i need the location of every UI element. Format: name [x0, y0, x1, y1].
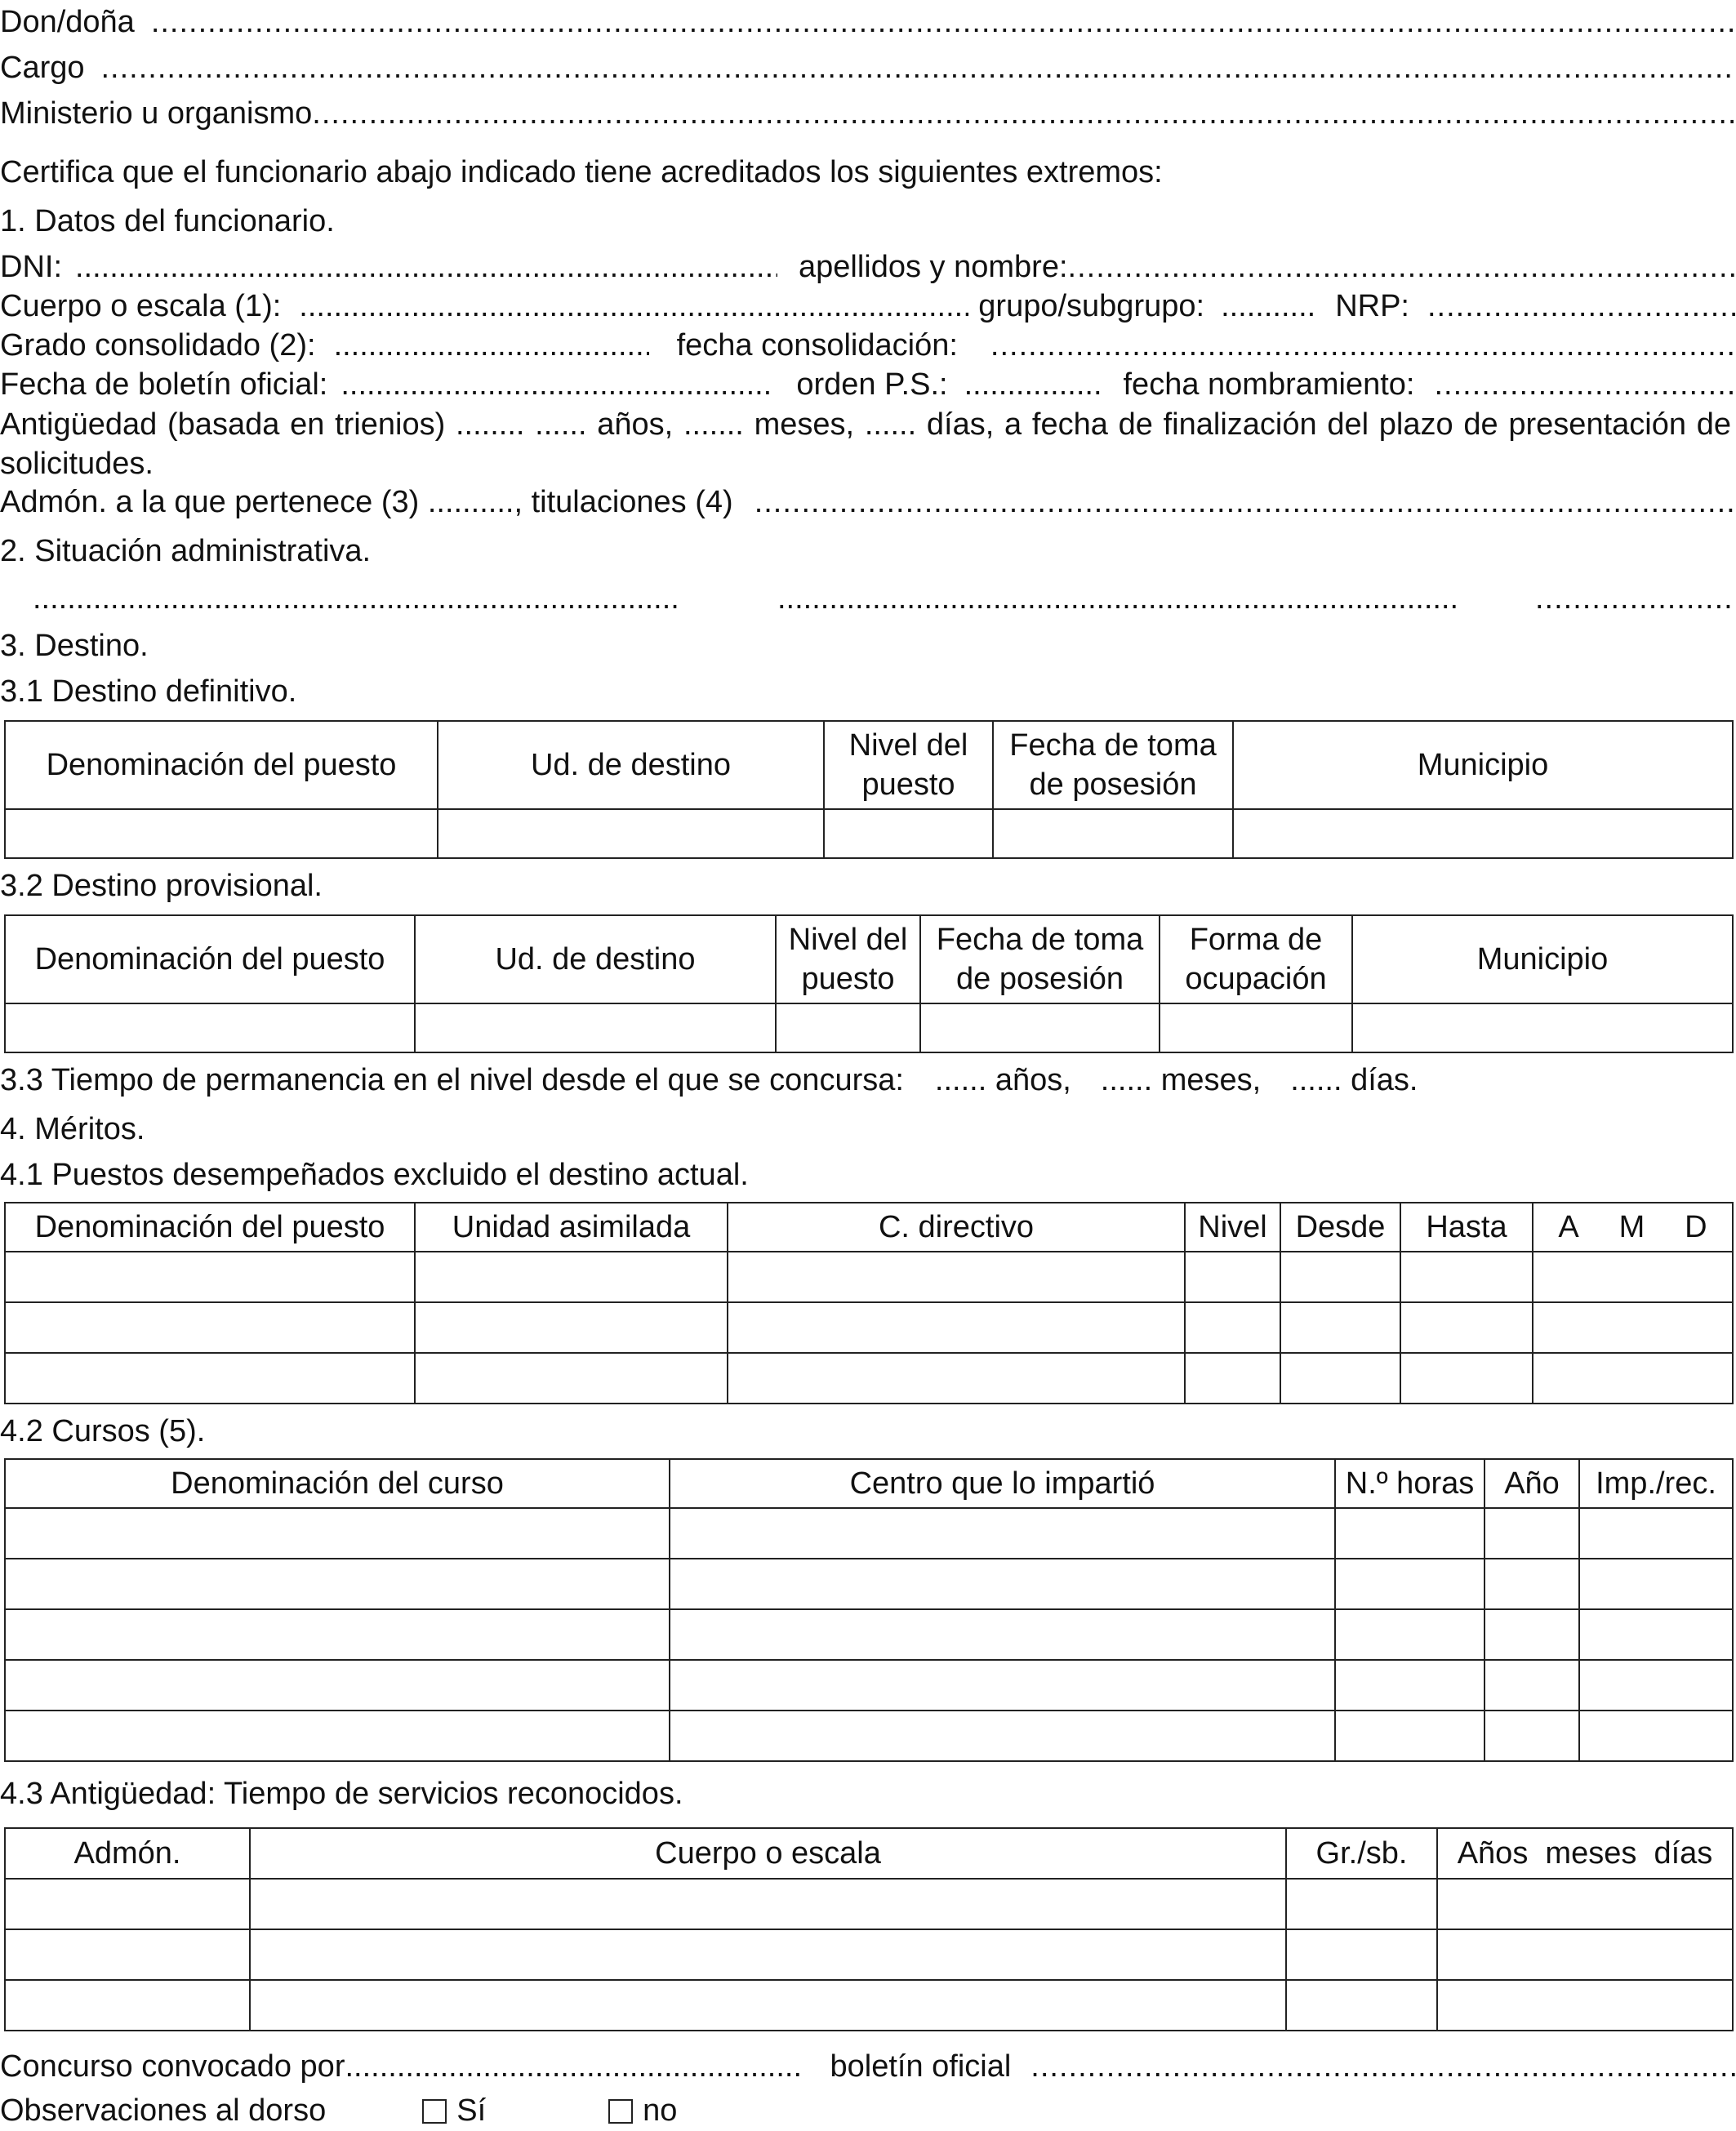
section-3-2-title [0, 867, 1736, 905]
cuerpo-row[interactable] [0, 287, 1736, 325]
cell[interactable] [728, 1353, 1185, 1404]
boletin-label: boletín oficial [830, 2049, 1012, 2084]
antiguedad-text: Antigüedad (basada en trienios) ........ ...... años, ....... meses, ...... días, a fecha de finalización del plazo de presentación de solicitudes. [0, 407, 1731, 481]
dni-dots [75, 248, 777, 286]
orden-dots: ................ [964, 367, 1102, 402]
cell[interactable] [1579, 1660, 1733, 1711]
cell[interactable] [1437, 1929, 1733, 1980]
concurso-label: Concurso convocado por [0, 2049, 345, 2084]
cell[interactable] [1280, 1353, 1400, 1404]
cell[interactable] [1579, 1559, 1733, 1609]
section-3-2-label: 3.2 Destino provisional. [0, 869, 323, 903]
cell[interactable] [1437, 1879, 1733, 1929]
fecha-consol-dots [990, 327, 1736, 364]
cargo-field[interactable] [0, 49, 1736, 87]
table-row[interactable] [5, 1879, 1733, 1929]
cell[interactable] [670, 1711, 1335, 1761]
cell[interactable] [5, 1980, 250, 2031]
cell[interactable] [1286, 1980, 1437, 2031]
cell[interactable] [1400, 1353, 1533, 1404]
cell[interactable] [5, 1003, 415, 1052]
col-centro: Centro que lo impartió [670, 1459, 1335, 1508]
observaciones-row [0, 2092, 1736, 2129]
cell[interactable] [776, 1003, 920, 1052]
table-row[interactable] [5, 1508, 1733, 1559]
section-3-label: 3. Destino. [0, 629, 149, 663]
cell[interactable] [1335, 1559, 1485, 1609]
cell[interactable] [1485, 1711, 1579, 1761]
cell[interactable] [5, 1353, 415, 1404]
permanencia-row[interactable] [0, 1061, 1736, 1099]
admon-dots [754, 483, 1736, 521]
fecha-boletin-row[interactable] [0, 366, 1736, 403]
table-row[interactable] [5, 1559, 1733, 1609]
cell[interactable] [1335, 1609, 1485, 1660]
situacion-dots-2 [777, 580, 1460, 617]
section-3-title [0, 627, 1736, 665]
grupo-dots: ........... [1221, 289, 1316, 323]
cell[interactable] [1185, 1302, 1280, 1353]
cell[interactable] [250, 1879, 1286, 1929]
ministerio-dots [312, 95, 1736, 132]
table-row[interactable] [5, 1711, 1733, 1761]
grado-label: Grado consolidado (2): [0, 328, 316, 363]
apellidos-dots [1068, 248, 1736, 286]
table-row[interactable] [5, 809, 1733, 858]
orden-label: orden P.S.: [796, 367, 948, 402]
cell[interactable] [1280, 1302, 1400, 1353]
apellidos-label: apellidos y nombre: [799, 250, 1068, 284]
si-option[interactable] [422, 2092, 486, 2129]
dni-label: DNI: [0, 250, 62, 284]
boletin-dots [1030, 2048, 1736, 2085]
concurso-row[interactable] [0, 2048, 1736, 2085]
nrp-label: NRP: [1335, 289, 1409, 323]
section-4-2-label: 4.2 Cursos (5). [0, 1414, 206, 1448]
col-ud-destino: Ud. de destino [415, 915, 776, 1003]
col-anio: Año [1485, 1459, 1579, 1508]
grado-row[interactable] [0, 327, 1736, 364]
section-4-1-label: 4.1 Puestos desempeñados excluido el destino actual. [0, 1158, 749, 1192]
cell[interactable] [5, 1711, 670, 1761]
cell[interactable] [1579, 1508, 1733, 1559]
cell[interactable] [5, 1660, 670, 1711]
col-denominacion: Denominación del puesto [5, 721, 438, 809]
section-4-title [0, 1110, 1736, 1148]
cell[interactable] [1533, 1302, 1733, 1353]
ministerio-field[interactable] [0, 95, 1736, 132]
col-cuerpo: Cuerpo o escala [250, 1828, 1286, 1879]
col-denominacion: Denominación del puesto [5, 1203, 415, 1252]
col-directivo: C. directivo [728, 1203, 1185, 1252]
antiguedad-table [4, 1827, 1734, 2031]
cell[interactable] [728, 1252, 1185, 1302]
nrp-dots [1427, 287, 1736, 325]
cell[interactable] [1160, 1003, 1352, 1052]
concurso-dots [345, 2048, 802, 2085]
don-label: Don/doña [0, 5, 135, 39]
section-4-3-label: 4.3 Antigüedad: Tiempo de servicios reconocidos. [0, 1777, 683, 1811]
cell[interactable] [1485, 1508, 1579, 1559]
fecha-nombr-dots [1434, 366, 1736, 403]
table-row[interactable] [5, 1929, 1733, 1980]
cell[interactable] [1352, 1003, 1733, 1052]
section-2-label: 2. Situación administrativa. [0, 534, 372, 568]
cell[interactable] [728, 1302, 1185, 1353]
cell[interactable] [5, 1929, 250, 1980]
cell[interactable] [1335, 1508, 1485, 1559]
cell[interactable] [1286, 1879, 1437, 1929]
no-label: no [643, 2093, 678, 2128]
col-municipio: Municipio [1233, 721, 1733, 809]
intro-label: Certifica que el funcionario abajo indicado tiene acreditados los siguientes extremos: [0, 155, 1163, 189]
cell[interactable] [993, 809, 1233, 858]
cell[interactable] [1286, 1929, 1437, 1980]
table-row[interactable] [5, 1660, 1733, 1711]
admon-label: Admón. a la que pertenece (3) .........., titulaciones (4) [0, 485, 733, 519]
table-row[interactable] [5, 1353, 1733, 1404]
cargo-label: Cargo [0, 51, 85, 85]
cell[interactable] [5, 1879, 250, 1929]
cell[interactable] [415, 1353, 728, 1404]
admon-row[interactable] [0, 483, 1736, 521]
section-4-1-title [0, 1156, 1736, 1194]
cell[interactable] [1579, 1711, 1733, 1761]
cell[interactable] [5, 1302, 415, 1353]
col-grupo: Gr./sb. [1286, 1828, 1437, 1879]
cargo-dots [101, 49, 1736, 87]
col-nivel: Nivel del puesto [824, 721, 993, 809]
cell[interactable] [250, 1980, 1286, 2031]
col-curso: Denominación del curso [5, 1459, 670, 1508]
cell[interactable] [5, 1252, 415, 1302]
col-unidad: Unidad asimilada [415, 1203, 728, 1252]
fecha-nombr-label: fecha nombramiento: [1123, 367, 1415, 402]
ministerio-label: Ministerio u organismo [0, 96, 313, 131]
section-4-3-title [0, 1775, 1736, 1813]
col-d: D [1685, 1210, 1707, 1244]
cell[interactable] [1335, 1711, 1485, 1761]
cell[interactable] [670, 1660, 1335, 1711]
section-1-label: 1. Datos del funcionario. [0, 204, 335, 238]
cell[interactable] [670, 1609, 1335, 1660]
permanencia-days: ...... días. [1290, 1063, 1418, 1097]
table-row[interactable] [5, 1980, 1733, 2031]
fecha-boletin-label: Fecha de boletín oficial: [0, 367, 328, 402]
col-horas: N.º horas [1335, 1459, 1485, 1508]
cell[interactable] [1579, 1609, 1733, 1660]
col-fecha-toma: Fecha de toma de posesión [993, 721, 1233, 809]
cell[interactable] [1485, 1660, 1579, 1711]
permanencia-label: 3.3 Tiempo de permanencia en el nivel desde el que se concursa: [0, 1063, 904, 1097]
cell[interactable] [438, 809, 824, 858]
cell[interactable] [1533, 1353, 1733, 1404]
grado-dots [334, 327, 649, 364]
cell[interactable] [1280, 1252, 1400, 1302]
col-admon: Admón. [5, 1828, 250, 1879]
cell[interactable] [415, 1003, 776, 1052]
cell[interactable] [415, 1302, 728, 1353]
cell[interactable] [1233, 809, 1733, 858]
col-a: A [1558, 1210, 1579, 1244]
cuerpo-label: Cuerpo o escala (1): [0, 289, 282, 323]
table-row[interactable] [5, 1302, 1733, 1353]
fecha-consol-label: fecha consolidación: [676, 328, 958, 363]
destino-provisional-table [4, 914, 1734, 1053]
section-1-title [0, 202, 1736, 240]
col-nivel: Nivel del puesto [776, 915, 920, 1003]
cell[interactable] [250, 1929, 1286, 1980]
cell[interactable] [1437, 1980, 1733, 2031]
col-municipio: Municipio [1352, 915, 1733, 1003]
cell[interactable] [5, 1609, 670, 1660]
permanencia-years: ...... años, [934, 1063, 1071, 1097]
cuerpo-dots [299, 287, 968, 325]
cell[interactable] [1400, 1302, 1533, 1353]
cell[interactable] [1485, 1609, 1579, 1660]
dni-row[interactable] [0, 248, 1736, 286]
col-desde: Desde [1280, 1203, 1400, 1252]
cell[interactable] [1185, 1252, 1280, 1302]
cell[interactable] [920, 1003, 1160, 1052]
cell[interactable] [670, 1559, 1335, 1609]
section-3-1-label: 3.1 Destino definitivo. [0, 674, 297, 709]
cell[interactable] [415, 1252, 728, 1302]
cell[interactable] [824, 809, 993, 858]
cell[interactable] [5, 809, 438, 858]
col-nivel: Nivel [1185, 1203, 1280, 1252]
section-4-label: 4. Méritos. [0, 1112, 145, 1146]
cell[interactable] [1335, 1660, 1485, 1711]
col-m: M [1618, 1210, 1645, 1244]
cell[interactable] [5, 1559, 670, 1609]
cell[interactable] [1400, 1252, 1533, 1302]
no-checkbox[interactable] [608, 2099, 633, 2124]
table-row[interactable] [5, 1252, 1733, 1302]
col-hasta: Hasta [1400, 1203, 1533, 1252]
table-row[interactable] [5, 1609, 1733, 1660]
cell[interactable] [5, 1508, 670, 1559]
col-fecha-toma: Fecha de toma de posesión [920, 915, 1160, 1003]
situacion-dots-3 [1535, 580, 1736, 617]
col-denominacion: Denominación del puesto [5, 915, 415, 1003]
table-row[interactable] [5, 1003, 1733, 1052]
section-4-2-title [0, 1413, 1736, 1450]
section-3-1-title [0, 673, 1736, 710]
fecha-boletin-dots [341, 366, 772, 403]
cell[interactable] [1185, 1353, 1280, 1404]
grupo-label: grupo/subgrupo: [978, 289, 1205, 323]
situacion-row[interactable] [0, 580, 1736, 617]
cell[interactable] [1533, 1252, 1733, 1302]
si-checkbox[interactable] [422, 2099, 447, 2124]
col-tiempo: Años meses días [1437, 1828, 1733, 1879]
permanencia-months: ...... meses, [1100, 1063, 1262, 1097]
col-amd [1533, 1203, 1733, 1252]
section-2-title [0, 532, 1736, 570]
don-dots [151, 3, 1736, 41]
don-field[interactable] [0, 3, 1736, 41]
no-option[interactable] [608, 2092, 677, 2129]
observaciones-label: Observaciones al dorso [0, 2093, 327, 2128]
cell[interactable] [670, 1508, 1335, 1559]
puestos-table [4, 1202, 1734, 1404]
col-imp-rec: Imp./rec. [1579, 1459, 1733, 1508]
col-forma-ocupacion: Forma de ocupación [1160, 915, 1352, 1003]
si-label: Sí [456, 2093, 487, 2128]
intro-text [0, 153, 1736, 191]
col-ud-destino: Ud. de destino [438, 721, 824, 809]
situacion-dots-1 [33, 580, 681, 617]
cursos-table [4, 1458, 1734, 1762]
destino-definitivo-table [4, 720, 1734, 859]
cell[interactable] [1485, 1559, 1579, 1609]
